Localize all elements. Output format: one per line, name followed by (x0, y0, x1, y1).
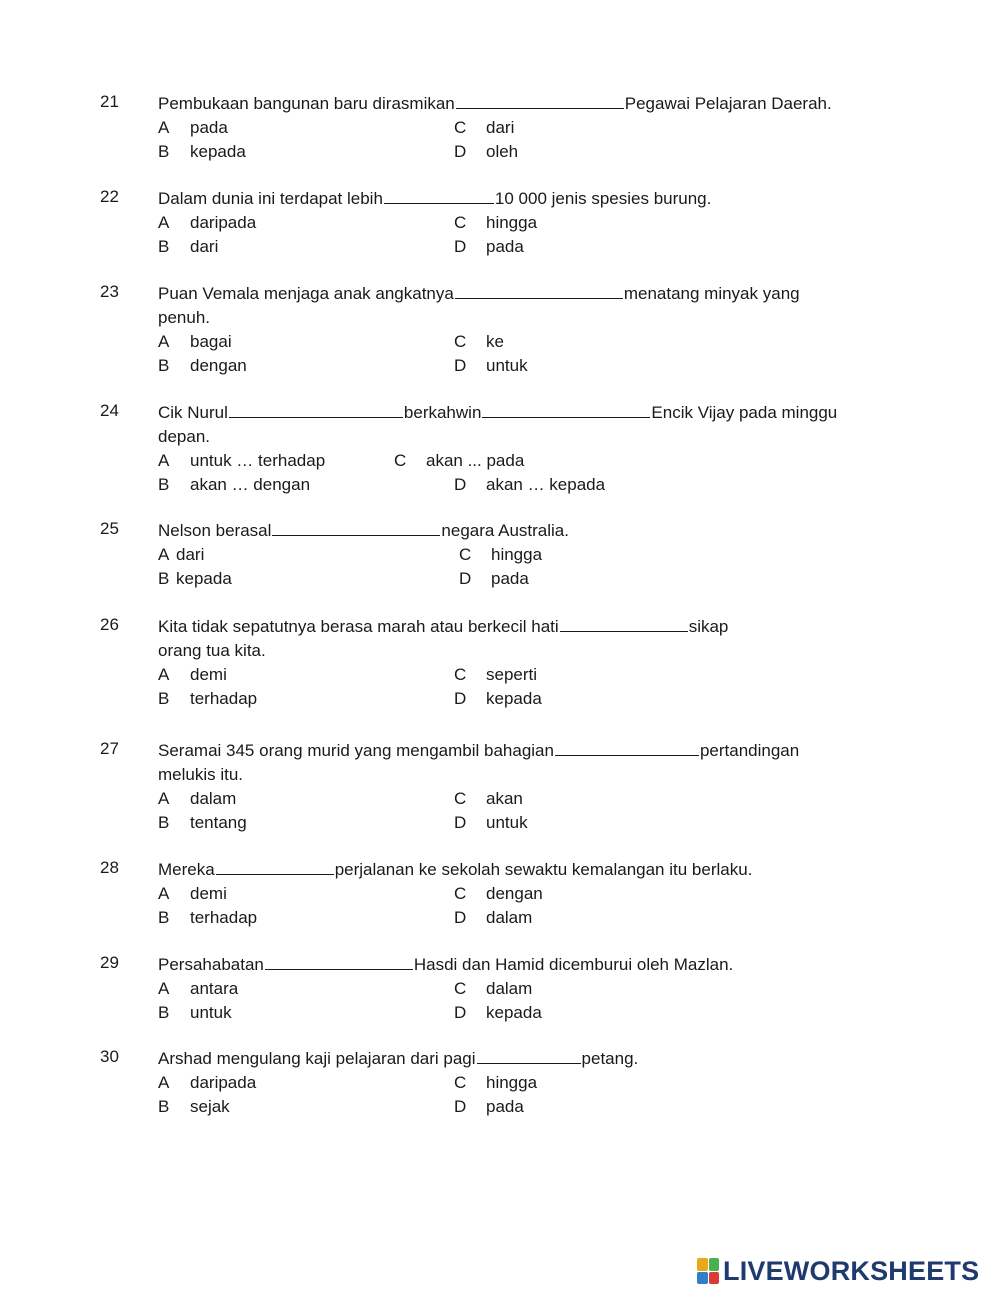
option-text: untuk … terhadap (190, 451, 326, 470)
question-item (100, 951, 960, 1025)
option-text: terhadap (190, 908, 258, 927)
option-c[interactable] (454, 1071, 537, 1095)
stem-text: Hasdi dan Hamid dicemburui oleh Mazlan. (413, 955, 734, 974)
question-number: 23 (100, 282, 119, 301)
option-letter: C (454, 979, 467, 998)
question-item (100, 737, 960, 835)
option-a[interactable] (158, 211, 256, 235)
stem-text: Mereka (158, 860, 215, 879)
option-text: pada (486, 237, 524, 256)
option-c[interactable] (454, 330, 504, 354)
option-d[interactable] (454, 473, 605, 497)
option-letter: C (454, 665, 467, 684)
question-number: 24 (100, 401, 119, 420)
question-item (100, 90, 960, 164)
logo-square (697, 1258, 708, 1271)
option-letter: B (158, 475, 170, 494)
answer-blank[interactable] (555, 737, 699, 756)
option-text: untuk (486, 813, 528, 832)
question-item (100, 399, 960, 497)
options-grid (158, 330, 960, 378)
option-c[interactable] (454, 663, 537, 687)
option-d[interactable] (454, 906, 532, 930)
option-letter: D (454, 142, 467, 161)
option-letter: A (158, 1073, 170, 1092)
option-letter: A (158, 213, 170, 232)
option-letter: C (454, 884, 467, 903)
option-text: dalam (486, 979, 533, 998)
option-text: dari (176, 545, 205, 564)
stem-continuation: depan. (158, 427, 210, 446)
option-letter: D (454, 1003, 467, 1022)
option-text: kepada (190, 142, 246, 161)
options-grid (158, 116, 960, 164)
option-text: pada (491, 569, 529, 588)
option-text: kepada (176, 569, 232, 588)
question-stem (158, 1045, 960, 1071)
option-text: dengan (190, 356, 247, 375)
stem-text: Puan Vemala menjaga anak angkatnya (158, 284, 454, 303)
stem-text: Kita tidak sepatutnya berasa marah atau berkecil hati (158, 617, 559, 636)
option-a[interactable] (158, 330, 232, 354)
options-grid (158, 663, 960, 711)
stem-text: Persahabatan (158, 955, 264, 974)
stem-text: Pembukaan bangunan baru dirasmikan (158, 94, 455, 113)
option-d[interactable] (454, 235, 524, 259)
answer-blank[interactable] (216, 856, 334, 875)
option-a[interactable] (158, 882, 227, 906)
option-text: dari (190, 237, 219, 256)
option-text: pada (486, 1097, 524, 1116)
option-text: kepada (486, 1003, 542, 1022)
option-text: dari (486, 118, 515, 137)
stem-text: Cik Nurul (158, 403, 228, 422)
option-d[interactable] (454, 354, 528, 378)
option-d[interactable] (459, 567, 529, 591)
option-text: dalam (486, 908, 533, 927)
answer-blank[interactable] (272, 517, 440, 536)
question-number: 21 (100, 92, 119, 111)
question-stem (158, 951, 960, 977)
option-letter: B (158, 1097, 170, 1116)
options-grid (158, 211, 960, 259)
logo-square (709, 1272, 720, 1285)
option-c[interactable] (394, 449, 524, 473)
option-text: dengan (486, 884, 543, 903)
question-stem (158, 737, 960, 787)
stem-text: 10 000 jenis spesies burung. (494, 189, 712, 208)
option-a[interactable] (158, 663, 227, 687)
option-text: akan (486, 789, 523, 808)
stem-text: petang. (581, 1049, 639, 1068)
stem-text: menatang minyak yang (623, 284, 800, 303)
option-b[interactable] (158, 354, 247, 378)
option-letter: C (454, 789, 467, 808)
question-number: 30 (100, 1047, 119, 1066)
options-grid (158, 1071, 960, 1119)
stem-text: negara Australia. (441, 521, 569, 540)
option-text: akan … kepada (486, 475, 606, 494)
option-letter: A (158, 451, 170, 470)
options-grid (158, 882, 960, 930)
question-item (100, 613, 960, 711)
option-letter: A (158, 884, 170, 903)
option-text: tentang (190, 813, 247, 832)
option-text: terhadap (190, 689, 258, 708)
options-grid (158, 543, 960, 591)
stem-text: Pegawai Pelajaran Daerah. (624, 94, 832, 113)
answer-blank[interactable] (384, 185, 494, 204)
question-stem (158, 185, 960, 211)
option-d[interactable] (454, 1095, 524, 1119)
option-a[interactable] (158, 449, 325, 473)
option-letter: D (454, 1097, 467, 1116)
option-text: demi (190, 665, 227, 684)
answer-blank[interactable] (456, 90, 624, 109)
option-b[interactable] (158, 140, 246, 164)
option-letter: D (454, 475, 467, 494)
question-stem (158, 856, 960, 882)
option-d[interactable] (454, 687, 542, 711)
option-b[interactable] (158, 473, 310, 497)
question-item (100, 517, 960, 591)
question-number: 25 (100, 519, 119, 538)
question-number: 29 (100, 953, 119, 972)
option-text: demi (190, 884, 227, 903)
option-text: seperti (486, 665, 538, 684)
option-text: hingga (486, 213, 538, 232)
question-item (100, 856, 960, 930)
option-letter: C (454, 118, 467, 137)
option-letter: C (454, 213, 467, 232)
question-number: 27 (100, 739, 119, 758)
answer-blank[interactable] (477, 1045, 581, 1064)
option-text: hingga (491, 545, 543, 564)
option-c[interactable] (454, 116, 514, 140)
option-letter: B (158, 237, 170, 256)
option-b[interactable] (158, 567, 232, 591)
option-letter: B (158, 142, 170, 161)
option-letter: A (158, 118, 170, 137)
options-grid (158, 449, 960, 497)
option-letter: D (454, 813, 467, 832)
option-letter: D (454, 356, 467, 375)
option-letter: B (158, 356, 170, 375)
stem-text: Seramai 345 orang murid yang mengambil bahagian (158, 741, 554, 760)
liveworksheets-logo-icon (697, 1258, 719, 1284)
option-c[interactable] (459, 543, 542, 567)
option-text: dalam (190, 789, 237, 808)
stem-text: Arshad mengulang kaji pelajaran dari pagi (158, 1049, 476, 1068)
answer-blank[interactable] (482, 399, 650, 418)
options-grid (158, 977, 960, 1025)
option-text: ke (486, 332, 504, 351)
option-letter: B (158, 689, 170, 708)
option-letter: D (454, 908, 467, 927)
logo-square (697, 1272, 708, 1285)
option-a[interactable] (158, 977, 238, 1001)
logo-square (709, 1258, 720, 1271)
option-letter: C (394, 451, 407, 470)
question-stem (158, 613, 960, 663)
option-b[interactable] (158, 811, 247, 835)
question-item (100, 185, 960, 259)
option-b[interactable] (158, 235, 218, 259)
question-stem (158, 90, 960, 116)
question-number: 26 (100, 615, 119, 634)
answer-blank[interactable] (560, 613, 688, 632)
logo-text: LIVEWORKSHEETS (723, 1256, 980, 1286)
option-a[interactable] (158, 116, 228, 140)
option-c[interactable] (454, 787, 523, 811)
option-letter: D (459, 569, 472, 588)
option-letter: D (454, 237, 467, 256)
stem-text: Encik Vijay pada minggu (651, 403, 838, 422)
option-b[interactable] (158, 1095, 230, 1119)
option-b[interactable] (158, 906, 257, 930)
option-d[interactable] (454, 1001, 542, 1025)
option-letter: A (158, 665, 170, 684)
option-text: antara (190, 979, 239, 998)
option-text: hingga (486, 1073, 538, 1092)
option-letter: A (158, 789, 170, 808)
answer-blank[interactable] (229, 399, 403, 418)
option-letter: A (158, 979, 170, 998)
option-a[interactable] (158, 1071, 256, 1095)
option-text: daripada (190, 213, 257, 232)
option-letter: C (454, 332, 467, 351)
option-text: akan ... pada (426, 451, 525, 470)
option-c[interactable] (454, 977, 532, 1001)
option-text: untuk (486, 356, 528, 375)
option-c[interactable] (454, 211, 537, 235)
liveworksheets-logo (697, 1256, 979, 1286)
option-text: oleh (486, 142, 519, 161)
stem-text: Nelson berasal (158, 521, 272, 540)
question-stem (158, 399, 960, 449)
stem-text: perjalanan ke sekolah sewaktu kemalangan itu berlaku. (334, 860, 753, 879)
question-stem (158, 280, 960, 330)
option-b[interactable] (158, 1001, 232, 1025)
option-letter: D (454, 689, 467, 708)
question-number: 22 (100, 187, 119, 206)
option-letter: B (158, 908, 170, 927)
stem-continuation: penuh. (158, 308, 210, 327)
question-stem (158, 517, 960, 543)
stem-text: pertandingan (699, 741, 800, 760)
option-text: pada (190, 118, 228, 137)
stem-continuation: orang tua kita. (158, 641, 266, 660)
option-text: kepada (486, 689, 542, 708)
stem-continuation: melukis itu. (158, 765, 244, 784)
stem-text: berkahwin (403, 403, 482, 422)
option-b[interactable] (158, 687, 257, 711)
option-d[interactable] (454, 811, 528, 835)
option-letter: C (454, 1073, 467, 1092)
options-grid (158, 787, 960, 835)
option-text: sejak (190, 1097, 230, 1116)
option-letter: B (158, 569, 170, 588)
option-text: bagai (190, 332, 232, 351)
option-letter: B (158, 813, 170, 832)
stem-text: Dalam dunia ini terdapat lebih (158, 189, 383, 208)
option-letter: A (158, 332, 170, 351)
option-text: daripada (190, 1073, 257, 1092)
option-d[interactable] (454, 140, 518, 164)
answer-blank[interactable] (265, 951, 413, 970)
option-text: akan … dengan (190, 475, 311, 494)
answer-blank[interactable] (455, 280, 623, 299)
option-a[interactable] (158, 787, 236, 811)
option-letter: A (158, 545, 170, 564)
option-c[interactable] (454, 882, 543, 906)
option-a[interactable] (158, 543, 204, 567)
question-item (100, 1045, 960, 1119)
option-letter: C (459, 545, 472, 564)
option-text: untuk (190, 1003, 232, 1022)
question-item (100, 280, 960, 378)
option-letter: B (158, 1003, 170, 1022)
question-number: 28 (100, 858, 119, 877)
stem-text: sikap (688, 617, 729, 636)
